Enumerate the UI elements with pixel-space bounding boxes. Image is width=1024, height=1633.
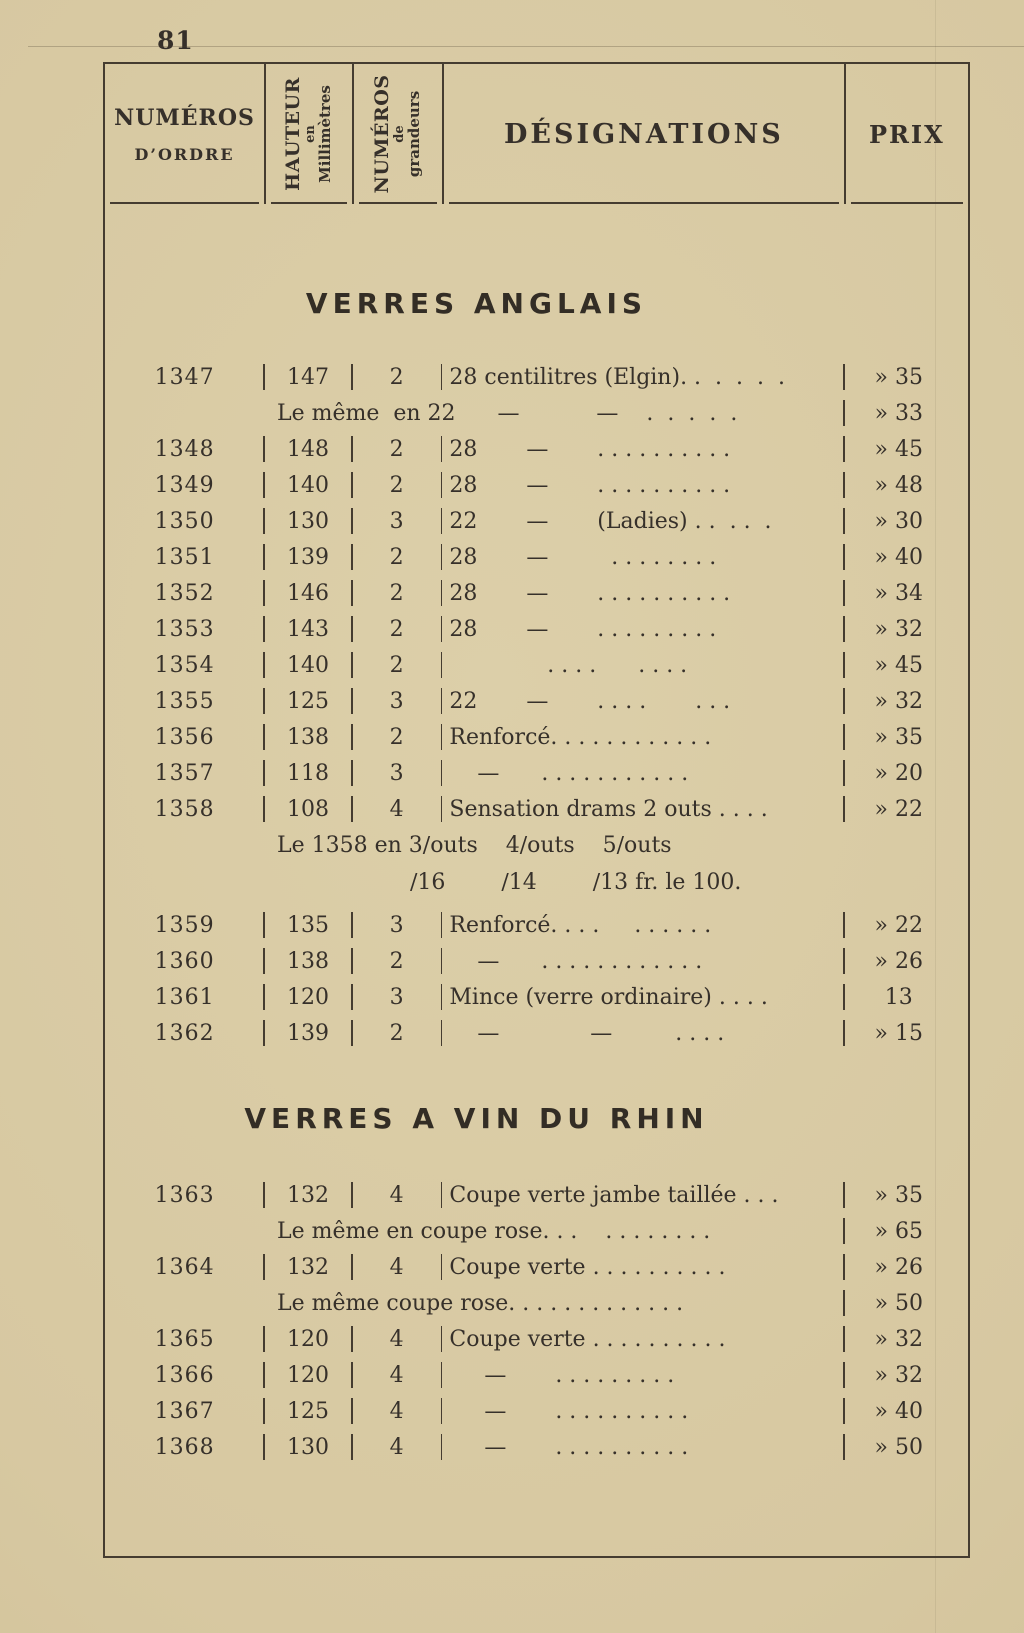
section-spacer	[105, 1051, 968, 1103]
price-cell: » 35	[844, 359, 968, 395]
height-mm-cell: 138	[264, 719, 352, 755]
designation-cell: Sensation drams 2 outs . . . .	[441, 791, 843, 827]
order-number-cell: 1356	[154, 724, 215, 750]
section-title: VERRES A VIN DU RHIN	[244, 1102, 709, 1135]
height-mm-cell: 140	[264, 647, 352, 683]
price-cell: » 26	[844, 1249, 968, 1285]
designation-cell: 22 — (Ladies) . . . . .	[441, 503, 843, 539]
table-row	[105, 943, 968, 979]
designation-cell: — — . . . .	[441, 1015, 843, 1051]
table-row	[105, 1393, 968, 1429]
header-designations	[442, 64, 844, 204]
header-grandeurs-line1: NUMÉROS	[371, 74, 394, 194]
size-number-cell: 4	[352, 1177, 442, 1213]
size-number-cell: 2	[352, 943, 442, 979]
header-grandeurs-rotated-text	[358, 69, 438, 199]
size-number-cell: 4	[352, 1429, 442, 1465]
table-row	[105, 683, 968, 719]
designation-cell: 28 — . . . . . . . . .	[441, 611, 843, 647]
table-row	[105, 1015, 968, 1051]
price-cell: » 20	[844, 755, 968, 791]
designation-cell: — . . . . . . . . .	[441, 1357, 843, 1393]
designation-cell: Coupe verte . . . . . . . . . .	[441, 1249, 843, 1285]
table-row	[105, 1357, 968, 1393]
designation-cell: Renforcé. . . . . . . . . . . .	[441, 719, 843, 755]
size-number-cell: 2	[352, 719, 442, 755]
designation-cell: Coupe verte jambe taillée . . .	[441, 1177, 843, 1213]
header-designations-label: DÉSIGNATIONS	[504, 118, 784, 150]
header-hauteur-line2: en	[303, 125, 319, 143]
order-number-cell: 1347	[154, 364, 215, 390]
order-number-cell: 1365	[154, 1326, 215, 1352]
section-spacer	[105, 1135, 968, 1177]
table-row	[105, 539, 968, 575]
size-number-cell: 2	[352, 575, 442, 611]
header-hauteur-rotated-text	[269, 69, 349, 199]
order-number-cell: 1348	[154, 436, 215, 462]
height-mm-cell: 139	[264, 1015, 352, 1051]
size-number-cell: 2	[352, 431, 442, 467]
height-mm-cell: 130	[264, 503, 352, 539]
note-designation: Le même coupe rose. . . . . . . . . . . . .	[277, 1290, 684, 1316]
section-title: VERRES ANGLAIS	[305, 287, 648, 320]
designation-cell: Mince (verre ordinaire) . . . .	[441, 979, 843, 1015]
table-row	[105, 611, 968, 647]
table-row	[105, 575, 968, 611]
height-mm-cell: 120	[264, 1321, 352, 1357]
order-number-cell: 1351	[154, 544, 215, 570]
header-numeros-ordre	[105, 64, 264, 204]
order-number-cell: 1355	[154, 688, 215, 714]
table-row	[105, 467, 968, 503]
price-cell: » 50	[844, 1429, 968, 1465]
header-numeros-grandeurs	[352, 64, 442, 204]
table-body	[105, 204, 968, 1465]
table-row	[105, 503, 968, 539]
note-row	[105, 1285, 968, 1321]
order-number-cell: 1352	[154, 580, 215, 606]
height-mm-cell: 140	[264, 467, 352, 503]
designation-cell: 28 — . . . . . . . . . .	[441, 575, 843, 611]
price-cell: » 45	[844, 647, 968, 683]
price-cell: » 32	[844, 1321, 968, 1357]
table-row	[105, 1177, 968, 1213]
height-mm-cell: 143	[264, 611, 352, 647]
price-cell: » 48	[844, 467, 968, 503]
height-mm-cell: 118	[264, 755, 352, 791]
size-number-cell: 3	[352, 907, 442, 943]
order-number-cell: 1353	[154, 616, 215, 642]
price-cell: » 40	[844, 1393, 968, 1429]
header-hauteur	[264, 64, 352, 204]
designation-cell: . . . . . . . .	[441, 647, 843, 683]
price-cell: » 32	[844, 1357, 968, 1393]
size-number-cell: 2	[352, 359, 442, 395]
size-number-cell: 4	[352, 1249, 442, 1285]
table-row	[105, 791, 968, 827]
height-mm-cell: 139	[264, 539, 352, 575]
price-cell: » 22	[844, 907, 968, 943]
header-numeros-ordre-line1: NUMÉROS	[114, 104, 255, 131]
note-designation: Le même en coupe rose. . . . . . . . . . .	[277, 1218, 711, 1244]
header-numeros-ordre-line2: D’ORDRE	[134, 144, 235, 164]
table-row	[105, 719, 968, 755]
size-number-cell: 2	[352, 1015, 442, 1051]
section-spacer	[105, 320, 968, 359]
designation-cell: 28 — . . . . . . . .	[441, 539, 843, 575]
designation-cell: — . . . . . . . . . .	[441, 1429, 843, 1465]
price-cell: » 15	[844, 1015, 968, 1051]
size-number-cell: 4	[352, 1357, 442, 1393]
fraction-note-line1: Le 1358 en 3∕outs 4∕outs 5∕outs	[277, 833, 672, 858]
top-rule-line	[28, 46, 1024, 47]
order-number-cell: 1364	[154, 1254, 215, 1280]
height-mm-cell: 125	[264, 683, 352, 719]
size-number-cell: 3	[352, 755, 442, 791]
size-number-cell: 2	[352, 611, 442, 647]
size-number-cell: 3	[352, 683, 442, 719]
order-number-cell: 1362	[154, 1020, 215, 1046]
price-cell: » 45	[844, 431, 968, 467]
header-grandeurs-line3: grandeurs	[404, 90, 423, 178]
price-cell: 13	[844, 979, 968, 1015]
price-table	[103, 62, 970, 1558]
table-row	[105, 1429, 968, 1465]
height-mm-cell: 138	[264, 943, 352, 979]
price-cell: » 22	[844, 791, 968, 827]
size-number-cell: 4	[352, 1393, 442, 1429]
table-header-row	[105, 64, 968, 204]
designation-cell: — . . . . . . . . . . . .	[441, 943, 843, 979]
height-mm-cell: 132	[264, 1249, 352, 1285]
price-cell: » 65	[844, 1213, 968, 1249]
height-mm-cell: 120	[264, 1357, 352, 1393]
height-mm-cell: 147	[264, 359, 352, 395]
designation-cell: 28 centilitres (Elgin). . . . . .	[441, 359, 843, 395]
table-row	[105, 359, 968, 395]
table-row	[105, 979, 968, 1015]
order-number-cell: 1361	[154, 984, 215, 1010]
price-cell: » 35	[844, 719, 968, 755]
fraction-note-line2: ∕16 ∕14 ∕13 fr. le 100.	[410, 870, 742, 895]
header-grandeurs-line2: de	[392, 125, 408, 143]
header-prix	[844, 64, 968, 204]
price-cell: » 33	[844, 395, 968, 431]
order-number-cell: 1366	[154, 1362, 215, 1388]
size-number-cell: 3	[352, 503, 442, 539]
price-cell: » 30	[844, 503, 968, 539]
size-number-cell: 2	[352, 539, 442, 575]
designation-cell: Renforcé. . . . . . . . . .	[441, 907, 843, 943]
table-row	[105, 431, 968, 467]
size-number-cell: 4	[352, 791, 442, 827]
height-mm-cell: 148	[264, 431, 352, 467]
order-number-cell: 1368	[154, 1434, 215, 1460]
height-mm-cell: 125	[264, 1393, 352, 1429]
price-cell: » 32	[844, 611, 968, 647]
height-mm-cell: 146	[264, 575, 352, 611]
note-designation: Le même en 22 — — . . . . .	[277, 400, 738, 426]
order-number-cell: 1360	[154, 948, 215, 974]
order-number-cell: 1358	[154, 796, 215, 822]
order-number-cell: 1359	[154, 912, 215, 938]
order-number-cell: 1349	[154, 472, 215, 498]
size-number-cell: 4	[352, 1321, 442, 1357]
price-cell: » 40	[844, 539, 968, 575]
order-number-cell: 1357	[154, 760, 215, 786]
size-number-cell: 3	[352, 979, 442, 1015]
table-row	[105, 1249, 968, 1285]
table-row	[105, 755, 968, 791]
height-mm-cell: 108	[264, 791, 352, 827]
designation-cell: — . . . . . . . . . . .	[441, 755, 843, 791]
designation-cell: 22 — . . . . . . .	[441, 683, 843, 719]
height-mm-cell: 132	[264, 1177, 352, 1213]
size-number-cell: 2	[352, 647, 442, 683]
table-row	[105, 1321, 968, 1357]
header-hauteur-line1: HAUTEUR	[282, 77, 305, 191]
designation-cell: Coupe verte . . . . . . . . . .	[441, 1321, 843, 1357]
table-row	[105, 907, 968, 943]
price-cell: » 35	[844, 1177, 968, 1213]
page-number: 81	[157, 26, 194, 55]
designation-cell: 28 — . . . . . . . . . .	[441, 431, 843, 467]
order-number-cell: 1363	[154, 1182, 215, 1208]
header-hauteur-line3: Millimètres	[315, 85, 334, 183]
height-mm-cell: 120	[264, 979, 352, 1015]
table-row	[105, 647, 968, 683]
order-number-cell: 1350	[154, 508, 215, 534]
order-number-cell: 1354	[154, 652, 215, 678]
height-mm-cell: 130	[264, 1429, 352, 1465]
price-cell: » 50	[844, 1285, 968, 1321]
designation-cell: 28 — . . . . . . . . . .	[441, 467, 843, 503]
height-mm-cell: 135	[264, 907, 352, 943]
order-number-cell: 1367	[154, 1398, 215, 1424]
note-row	[105, 395, 968, 431]
section-spacer	[105, 204, 968, 288]
price-cell: » 26	[844, 943, 968, 979]
price-cell: » 34	[844, 575, 968, 611]
note-row	[105, 1213, 968, 1249]
designation-cell: — . . . . . . . . . .	[441, 1393, 843, 1429]
header-prix-label: PRIX	[868, 119, 945, 149]
size-number-cell: 2	[352, 467, 442, 503]
price-cell: » 32	[844, 683, 968, 719]
